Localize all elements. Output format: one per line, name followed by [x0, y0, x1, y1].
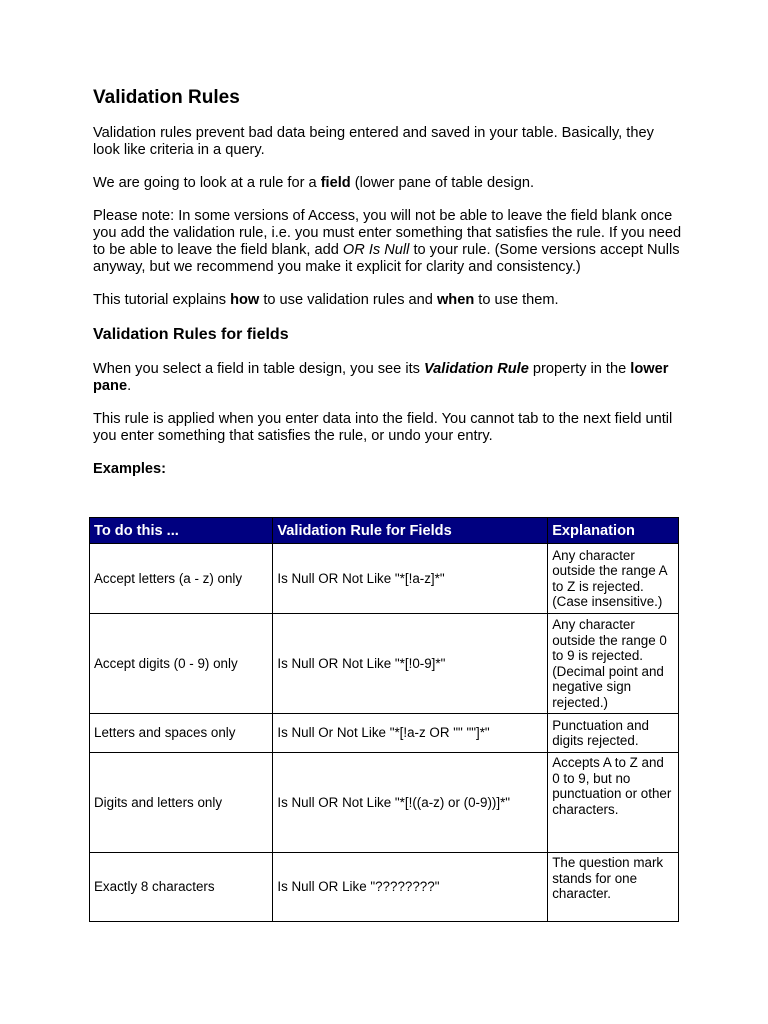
validation-rules-table — [89, 517, 679, 922]
column-header-todo: To do this ... — [90, 518, 273, 544]
todo-cell: Accept digits (0 - 9) only — [90, 614, 273, 714]
page-title: Validation Rules — [93, 87, 240, 108]
explanation-cell: Punctuation and digits rejected. — [548, 714, 679, 753]
todo-cell: Accept letters (a - z) only — [90, 544, 273, 614]
field-select-paragraph: When you select a field in table design, you see its Validation Rule property in the lower pane. — [93, 361, 669, 394]
column-header-rule: Validation Rule for Fields — [273, 518, 548, 544]
table-row — [90, 714, 679, 753]
document-body — [93, 86, 683, 494]
explanation-cell: Any character outside the range 0 to 9 is rejected. (Decimal point and negative sign rejected.) — [548, 614, 679, 714]
section-heading: Validation Rules for fields — [93, 326, 289, 343]
table-header-row — [90, 518, 679, 544]
rule-applied-paragraph: This rule is applied when you enter data into the field. You cannot tab to the next field until you enter something that satisfies the rule, or undo your entry. — [93, 411, 673, 444]
table-row — [90, 753, 679, 853]
explanation-cell: The question mark stands for one character. — [548, 853, 679, 922]
todo-cell: Letters and spaces only — [90, 714, 273, 753]
table-row — [90, 853, 679, 922]
tutorial-paragraph: This tutorial explains how to use validation rules and when to use them. — [93, 292, 559, 308]
rule-cell: Is Null OR Not Like "*[!a-z]*" — [273, 544, 548, 614]
column-header-explanation: Explanation — [548, 518, 679, 544]
examples-label: Examples: — [93, 461, 167, 477]
table-row — [90, 544, 679, 614]
table-row — [90, 614, 679, 714]
todo-cell: Exactly 8 characters — [90, 853, 273, 922]
todo-cell: Digits and letters only — [90, 753, 273, 853]
explanation-cell: Accepts A to Z and 0 to 9, but no punctuation or other characters. — [548, 753, 679, 853]
rule-cell: Is Null OR Not Like "*[!((a-z) or (0-9))]*" — [273, 753, 548, 853]
intro-paragraph: Validation rules prevent bad data being entered and saved in your table. Basically, they look like criteria in a query. — [93, 125, 654, 158]
rule-cell: Is Null OR Not Like "*[!0-9]*" — [273, 614, 548, 714]
note-paragraph: Please note: In some versions of Access, you will not be able to leave the field blank once you add the validation rule, i.e. you must enter something that satisfies the rule. If you need to be able to leave the field blank, add OR Is Null to your rule. (Some versions accept Nulls anyway, but we recommend you make it explicit for clarity and consistency.) — [93, 208, 682, 275]
rule-cell: Is Null OR Like "????????" — [273, 853, 548, 922]
rule-cell: Is Null Or Not Like "*[!a-z OR "" ""]*" — [273, 714, 548, 753]
explanation-cell: Any character outside the range A to Z is rejected. (Case insensitive.) — [548, 544, 679, 614]
field-paragraph: We are going to look at a rule for a field (lower pane of table design. — [93, 175, 535, 191]
